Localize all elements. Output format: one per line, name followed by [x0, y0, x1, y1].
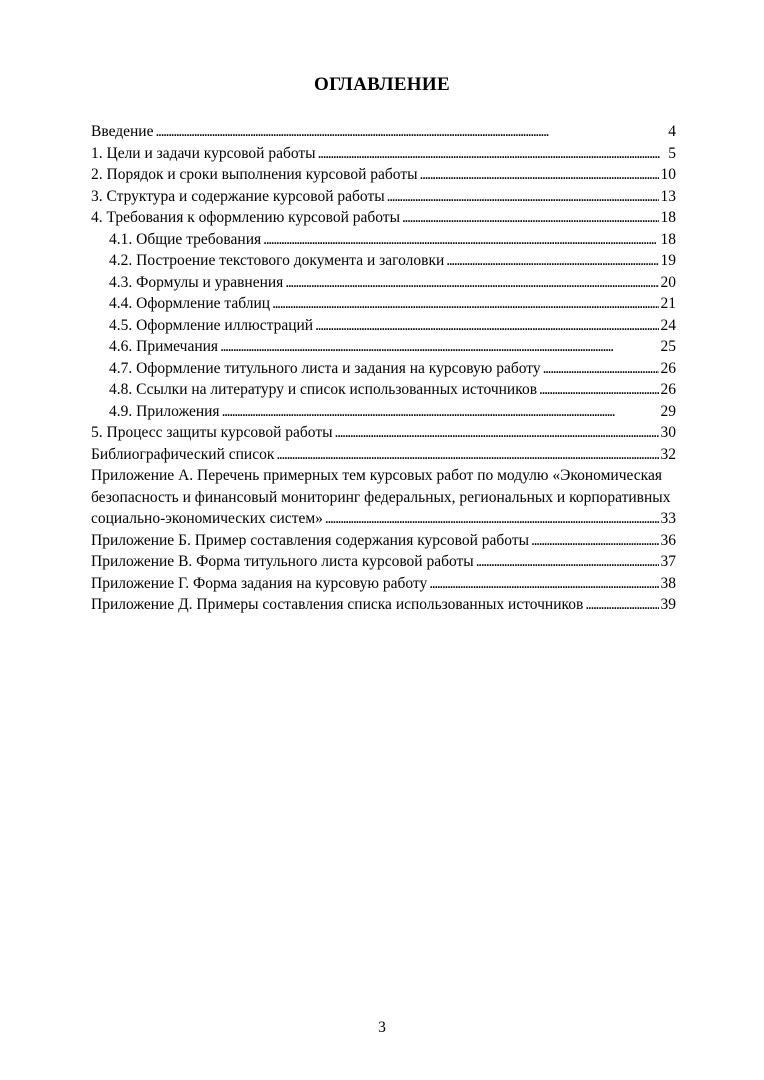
toc-entry-page: 33 — [660, 510, 676, 527]
toc-entry-section-4-8[interactable] — [91, 379, 676, 401]
dot-leader — [585, 594, 658, 616]
dot-leader — [387, 186, 659, 208]
toc-entry-section-4-1[interactable] — [91, 229, 676, 251]
page-number: 3 — [378, 1019, 386, 1036]
toc-entry-page: 20 — [660, 273, 676, 291]
toc-entry-title: 4.4. Оформление таблиц — [109, 295, 271, 312]
toc-entry-title: 5. Процесс защиты курсовой работы — [91, 424, 333, 441]
toc-entry-page: 18 — [660, 209, 676, 226]
toc-entry-title: Библиографический список — [91, 445, 275, 463]
toc-entry-page: 25 — [660, 338, 676, 355]
dot-leader — [315, 315, 658, 337]
toc-entry-title-line: безопасность и финансовый мониторинг федеральных, региональных и корпоративных — [91, 488, 671, 506]
toc-entry-introduction[interactable] — [91, 121, 676, 143]
toc-entry-title: 4.9. Приложения — [109, 402, 220, 420]
toc-entry-page: 36 — [660, 531, 676, 549]
dot-leader — [325, 508, 659, 530]
toc-entry-title: Приложение Б. Пример составления содержания курсовой работы — [91, 531, 530, 549]
toc-entry-section-4-9[interactable] — [91, 401, 676, 423]
dot-leader — [402, 207, 659, 229]
dot-leader — [335, 422, 659, 444]
toc-entry-title: 4.2. Построение текстового документа и заголовки — [109, 252, 445, 269]
toc-entry-title: 4.3. Формулы и уравнения — [109, 273, 284, 291]
dot-leader — [276, 444, 658, 466]
toc-entry-title: 4.5. Оформление иллюстраций — [109, 316, 314, 334]
toc-entry-title: 3. Структура и содержание курсовой работы — [91, 187, 385, 205]
toc-entry-section-5[interactable] — [91, 422, 676, 444]
dot-leader — [155, 121, 660, 143]
toc-entry-section-2[interactable] — [91, 164, 676, 186]
dot-leader — [539, 379, 658, 401]
toc-entry-page: 29 — [660, 402, 676, 420]
toc-entry-title: Введение — [91, 123, 154, 140]
dot-leader — [446, 250, 658, 272]
toc-entry-appendix-d[interactable] — [91, 594, 676, 616]
toc-entry-title: 4.1. Общие требования — [109, 230, 262, 248]
toc-entry-appendix-b[interactable] — [91, 530, 676, 552]
toc-entry-page: 21 — [660, 295, 676, 312]
toc-entry-title-line: социально-экономических систем» — [91, 510, 323, 527]
toc-entry-title: 4.7. Оформление титульного листа и задания на курсовую работу — [109, 359, 541, 377]
toc-entry-title-line: Приложение А. Перечень примерных тем курсовых работ по модулю «Экономическая — [91, 467, 662, 484]
toc-entry-title: Приложение В. Форма титульного листа курсовой работы — [91, 553, 474, 570]
toc-entry-page: 26 — [660, 359, 676, 377]
toc-entry-page: 19 — [660, 252, 676, 269]
toc-entry-page: 39 — [660, 596, 676, 613]
dot-leader — [318, 143, 660, 165]
toc-entry-section-4-4[interactable] — [91, 293, 676, 315]
toc-entry-bibliography[interactable] — [91, 444, 676, 466]
dot-leader — [222, 401, 659, 423]
toc-entry-title: Приложение Д. Примеры составления списка использованных источников — [91, 596, 584, 613]
toc-entry-appendix-a[interactable] — [91, 465, 676, 530]
toc-entry-title: 4.6. Примечания — [109, 338, 219, 355]
toc-entry-page: 10 — [660, 166, 676, 183]
toc-entry-page: 37 — [660, 553, 676, 570]
toc-entry-section-4-7[interactable] — [91, 358, 676, 380]
toc-entry-appendix-g[interactable] — [91, 573, 676, 595]
table-of-contents — [91, 121, 676, 616]
toc-entry-page: 30 — [660, 424, 676, 441]
toc-entry-page: 38 — [660, 574, 676, 592]
dot-leader — [285, 272, 658, 294]
toc-entry-section-4-6[interactable] — [91, 336, 676, 358]
page-title: ОГЛАВЛЕНИЕ — [314, 74, 450, 95]
toc-entry-page: 26 — [660, 381, 676, 398]
dot-leader — [220, 336, 658, 358]
toc-entry-section-4-5[interactable] — [91, 315, 676, 337]
toc-entry-title: 4.8. Ссылки на литературу и список использованных источников — [109, 381, 538, 398]
dot-leader — [543, 358, 659, 380]
toc-entry-page: 24 — [660, 316, 676, 334]
toc-entry-section-4[interactable] — [91, 207, 676, 229]
dot-leader — [420, 164, 659, 186]
toc-entry-page: 18 — [660, 230, 676, 248]
toc-entry-title: 2. Порядок и сроки выполнения курсовой работы — [91, 166, 418, 183]
toc-entry-section-1[interactable] — [91, 143, 676, 165]
toc-entry-title: 4. Требования к оформлению курсовой работы — [91, 209, 400, 226]
dot-leader — [272, 293, 658, 315]
toc-entry-title: Приложение Г. Форма задания на курсовую работу — [91, 574, 428, 592]
toc-entry-title: 1. Цели и задачи курсовой работы — [91, 144, 316, 162]
dot-leader — [476, 551, 659, 573]
toc-entry-section-3[interactable] — [91, 186, 676, 208]
toc-entry-page: 32 — [660, 445, 676, 463]
toc-entry-page: 4 — [668, 123, 676, 140]
toc-entry-section-4-2[interactable] — [91, 250, 676, 272]
toc-entry-page: 13 — [660, 187, 676, 205]
toc-entry-page: 5 — [668, 144, 676, 162]
dot-leader — [263, 229, 658, 251]
dot-leader — [531, 530, 658, 552]
toc-entry-appendix-v[interactable] — [91, 551, 676, 573]
dot-leader — [429, 573, 658, 595]
toc-entry-section-4-3[interactable] — [91, 272, 676, 294]
